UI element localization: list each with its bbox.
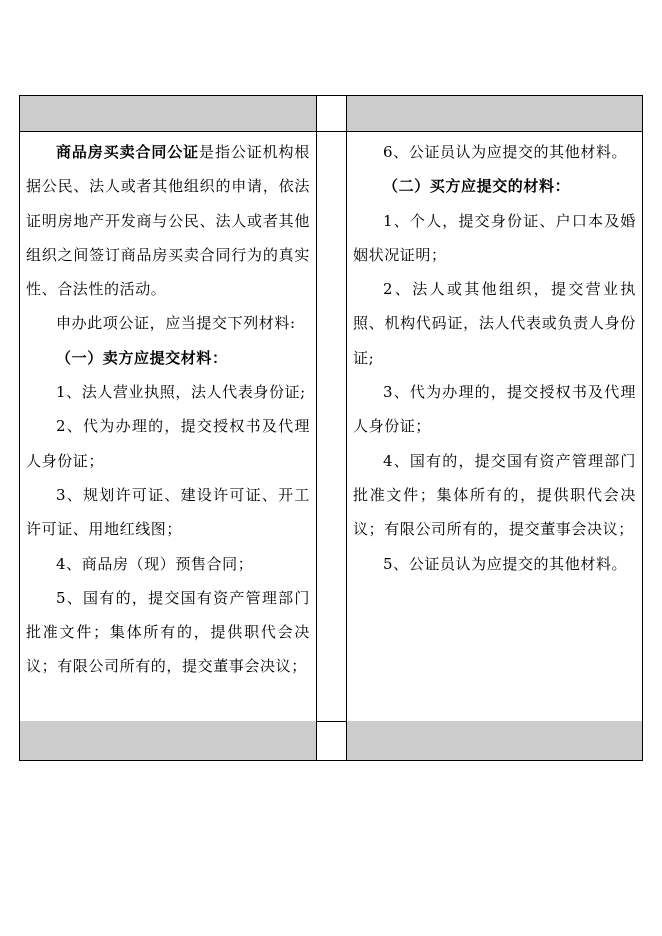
document-table <box>19 95 643 761</box>
apply-text: 申办此项公证，应当提交下列材料: <box>56 314 296 333</box>
buyer-item: 2、法人或其他组织，提交营业执照、机构代码证，法人代表或负责人身份证; <box>353 280 636 367</box>
seller-heading: （一）卖方应提交材料： <box>56 348 228 367</box>
table-body-row <box>20 131 642 722</box>
footer-cell-left <box>20 721 317 760</box>
seller-item: 6、公证员认为应提交的其他材料。 <box>383 143 628 161</box>
spacer-cell <box>317 131 347 721</box>
seller-item: 1、法人营业执照，法人代表身份证; <box>56 383 306 402</box>
intro-term: 商品房买卖合同公证 <box>56 143 200 161</box>
buyer-item: 5、公证员认为应提交的其他材料。 <box>383 554 628 573</box>
table-header-row <box>20 96 642 132</box>
buyer-heading: （二）买方应提交的材料： <box>383 177 571 196</box>
footer-cell-spacer <box>317 721 347 760</box>
intro-definition: 是指公证机构根据公民、法人或者其他组织的申请，依法证明房地产开发商与公民、法人或者其他组织之间签订商品房买卖合同行为的真实性、合法性的活动。 <box>26 143 311 299</box>
header-cell-right <box>347 96 642 131</box>
intro-paragraph <box>26 135 310 306</box>
buyer-item: 1、个人，提交身份证、户口本及婚姻状况证明； <box>353 211 636 264</box>
seller-item: 2、代为办理的，提交授权书及代理人身份证； <box>26 417 310 470</box>
buyer-item: 4、国有的，提交国有资产管理部门批准文件；集体所有的，提供职代会决议；有限公司所有的，提交董事会决议； <box>353 451 636 539</box>
table-footer-row <box>20 721 642 760</box>
seller-item: 3、规划许可证、建设许可证、开工许可证、用地红线图； <box>26 485 310 539</box>
header-cell-left <box>20 96 317 131</box>
header-cell-spacer <box>317 96 347 131</box>
footer-cell-right <box>347 721 642 760</box>
seller-item: 4、商品房（现）预售合同； <box>56 554 254 573</box>
left-content-cell <box>20 131 317 721</box>
seller-item: 5、国有的，提交国有资产管理部门批准文件；集体所有的，提供职代会决议；有限公司所有的，提交董事会决议； <box>26 588 310 676</box>
right-content-cell <box>347 131 642 721</box>
buyer-item: 3、代为办理的，提交授权书及代理人身份证； <box>353 383 636 436</box>
